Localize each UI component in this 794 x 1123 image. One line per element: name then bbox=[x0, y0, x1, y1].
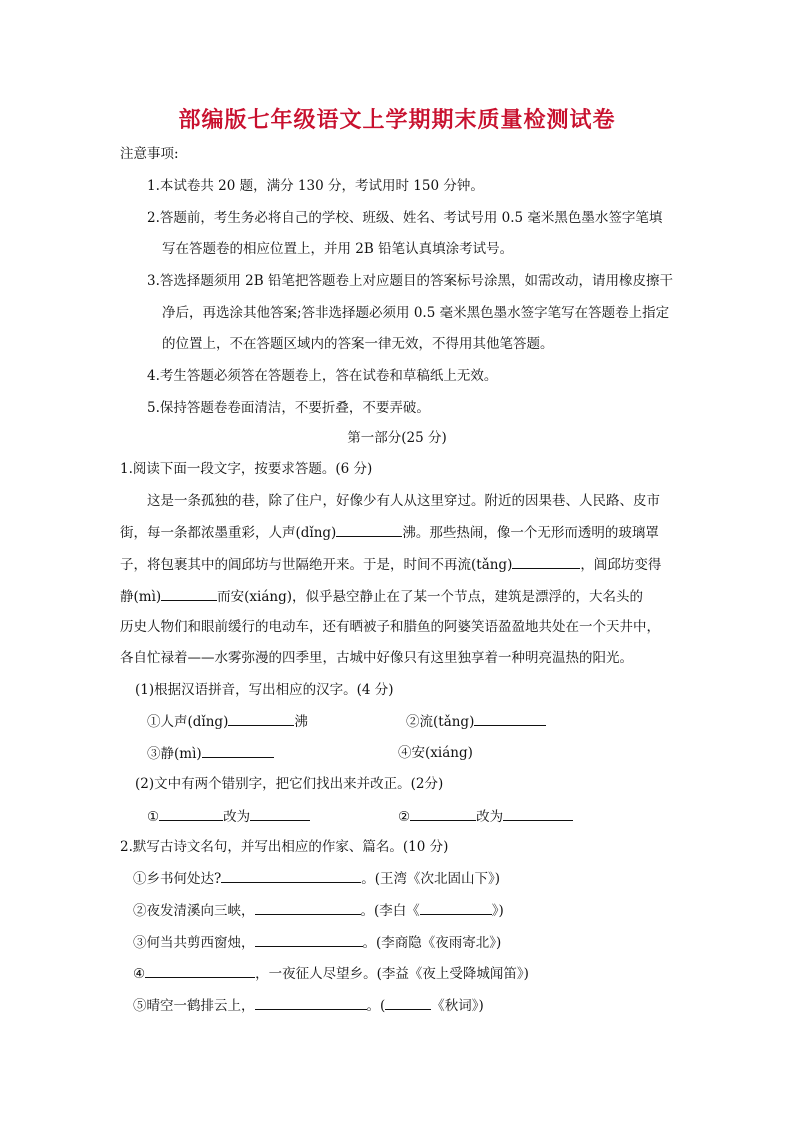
poem-text: 。(李商隐《夜雨寄北》) bbox=[362, 935, 502, 951]
answer-label: 改为 bbox=[476, 809, 504, 825]
answer-label: ③静(mì) bbox=[147, 746, 202, 762]
answer-blank[interactable] bbox=[145, 963, 255, 978]
question-2-stem: 2.默写古诗文名句，并写出相应的作家、篇名。(10 分) bbox=[120, 839, 449, 855]
poem-item bbox=[133, 963, 529, 984]
sub-question-2: (2)文中有两个错别字，把它们找出来并改正。(2分) bbox=[135, 776, 444, 792]
passage-line: 各自忙禄着——水雾弥漫的四季里，古城中好像只有这里独享着一种明亮温热的阳光。 bbox=[120, 650, 633, 666]
notice-item: 4.考生答题必须答在答题卷上，答在试卷和草稿纸上无效。 bbox=[147, 368, 498, 384]
blank-line bbox=[161, 586, 217, 601]
poem-text: ④ bbox=[133, 966, 146, 982]
answer-label: ②流(tǎng) bbox=[406, 714, 475, 730]
answer-blank[interactable] bbox=[228, 711, 294, 726]
notice-heading: 注意事项: bbox=[120, 146, 179, 162]
passage-line bbox=[120, 522, 659, 543]
notice-item: 3.答选择题须用 2B 铅笔把答题卷上对应题目的答案标号涂黑，如需改动，请用橡皮擦干 bbox=[147, 273, 673, 289]
answer-label: 沸 bbox=[294, 714, 308, 730]
blank-line bbox=[512, 554, 580, 569]
passage-line bbox=[120, 554, 661, 575]
notice-item: 写在答题卷的相应位置上，并用 2B 铅笔认真填涂考试号。 bbox=[162, 241, 514, 257]
answer-item bbox=[147, 743, 274, 764]
poem-item bbox=[133, 932, 501, 953]
passage-text: 静(mì) bbox=[120, 589, 162, 605]
answer-label: ①人声(dǐng) bbox=[147, 714, 229, 730]
poem-text: ⑤晴空一鹤排云上， bbox=[133, 998, 255, 1014]
answer-blank[interactable] bbox=[255, 900, 361, 915]
answer-item bbox=[406, 711, 546, 732]
notice-item: 的位置上，不在答题区域内的答案一律无效，不得用其他笔答题。 bbox=[162, 336, 554, 352]
notice-item: 5.保持答题卷卷面清洁，不要折叠，不要弄破。 bbox=[147, 400, 430, 416]
notice-item: 1.本试卷共 20 题，满分 130 分，考试用时 150 分钟。 bbox=[147, 178, 484, 194]
passage-text: 而安(xiáng)，似乎悬空静止在了某一个节点，建筑是漂浮的，大名头的 bbox=[217, 589, 644, 605]
answer-blank[interactable] bbox=[221, 868, 361, 883]
answer-blank[interactable] bbox=[474, 711, 546, 726]
blank-line bbox=[336, 522, 402, 537]
passage-text: 沸。那些热闹，像一个无形而透明的玻璃罩 bbox=[402, 525, 659, 541]
answer-item bbox=[398, 806, 573, 827]
poem-text: ②夜发清溪向三峡， bbox=[133, 903, 255, 919]
poem-text: 《秋词》) bbox=[431, 998, 484, 1014]
answer-blank[interactable] bbox=[250, 806, 310, 821]
answer-label: 改为 bbox=[223, 809, 251, 825]
poem-text: ③何当共剪西窗烛， bbox=[133, 935, 255, 951]
section-heading: 第一部分(25 分) bbox=[347, 430, 447, 446]
answer-blank[interactable] bbox=[202, 743, 274, 758]
answer-blank[interactable] bbox=[255, 932, 363, 947]
passage-text: 街，每一条都浓墨重彩，人声(dǐng) bbox=[120, 525, 337, 541]
answer-label: ② bbox=[398, 809, 411, 825]
answer-item bbox=[398, 743, 473, 763]
poem-item bbox=[133, 900, 504, 921]
notice-item: 净后，再选涂其他答案;答非选择题必须用 0.5 毫米黑色墨水签字笔写在答题卷上指定 bbox=[162, 305, 670, 321]
answer-blank[interactable] bbox=[420, 900, 492, 915]
answer-label: ① bbox=[147, 809, 160, 825]
page-title: 部编版七年级语文上学期期末质量检测试卷 bbox=[178, 108, 616, 133]
poem-item bbox=[133, 995, 484, 1016]
poem-text: 。( bbox=[366, 998, 386, 1014]
passage-line: 历史人物们和眼前缓行的电动车，还有晒被子和腊鱼的阿婆笑语盈盈地共处在一个天井中， bbox=[120, 619, 660, 635]
poem-text: ①乡书何处达? bbox=[133, 871, 222, 887]
poem-text: 》) bbox=[491, 903, 504, 919]
passage-text: ，阊邱坊变得 bbox=[580, 557, 662, 573]
answer-label: ④安(xiáng) bbox=[398, 745, 473, 761]
answer-item bbox=[147, 711, 308, 732]
poem-text: ，一夜征人尽望乡。(李益《夜上受降城闻笛》) bbox=[255, 966, 529, 982]
poem-item bbox=[133, 868, 500, 889]
answer-blank[interactable] bbox=[255, 995, 367, 1010]
answer-blank[interactable] bbox=[385, 995, 431, 1010]
answer-item bbox=[147, 806, 310, 827]
answer-blank[interactable] bbox=[503, 806, 573, 821]
poem-text: 。(李白《 bbox=[360, 903, 420, 919]
sub-question-1: (1)根据汉语拼音，写出相应的汉字。(4 分) bbox=[135, 682, 394, 698]
poem-text: 。(王湾《次北固山下》) bbox=[361, 871, 501, 887]
passage-text: 子，将包裹其中的阊邱坊与世隔绝开来。于是，时间不再流(tǎng) bbox=[120, 557, 513, 573]
answer-blank[interactable] bbox=[159, 806, 223, 821]
question-1-stem: 1.阅读下面一段文字，按要求答题。(6 分) bbox=[120, 461, 373, 477]
passage-line bbox=[120, 586, 643, 607]
notice-item: 2.答题前，考生务必将自己的学校、班级、姓名、考试号用 0.5 毫米黑色墨水签字笔填 bbox=[147, 210, 663, 226]
answer-blank[interactable] bbox=[410, 806, 476, 821]
passage-line: 这是一条孤独的巷，除了住户，好像少有人从这里穿过。附近的因果巷、人民路、皮市 bbox=[147, 493, 660, 509]
